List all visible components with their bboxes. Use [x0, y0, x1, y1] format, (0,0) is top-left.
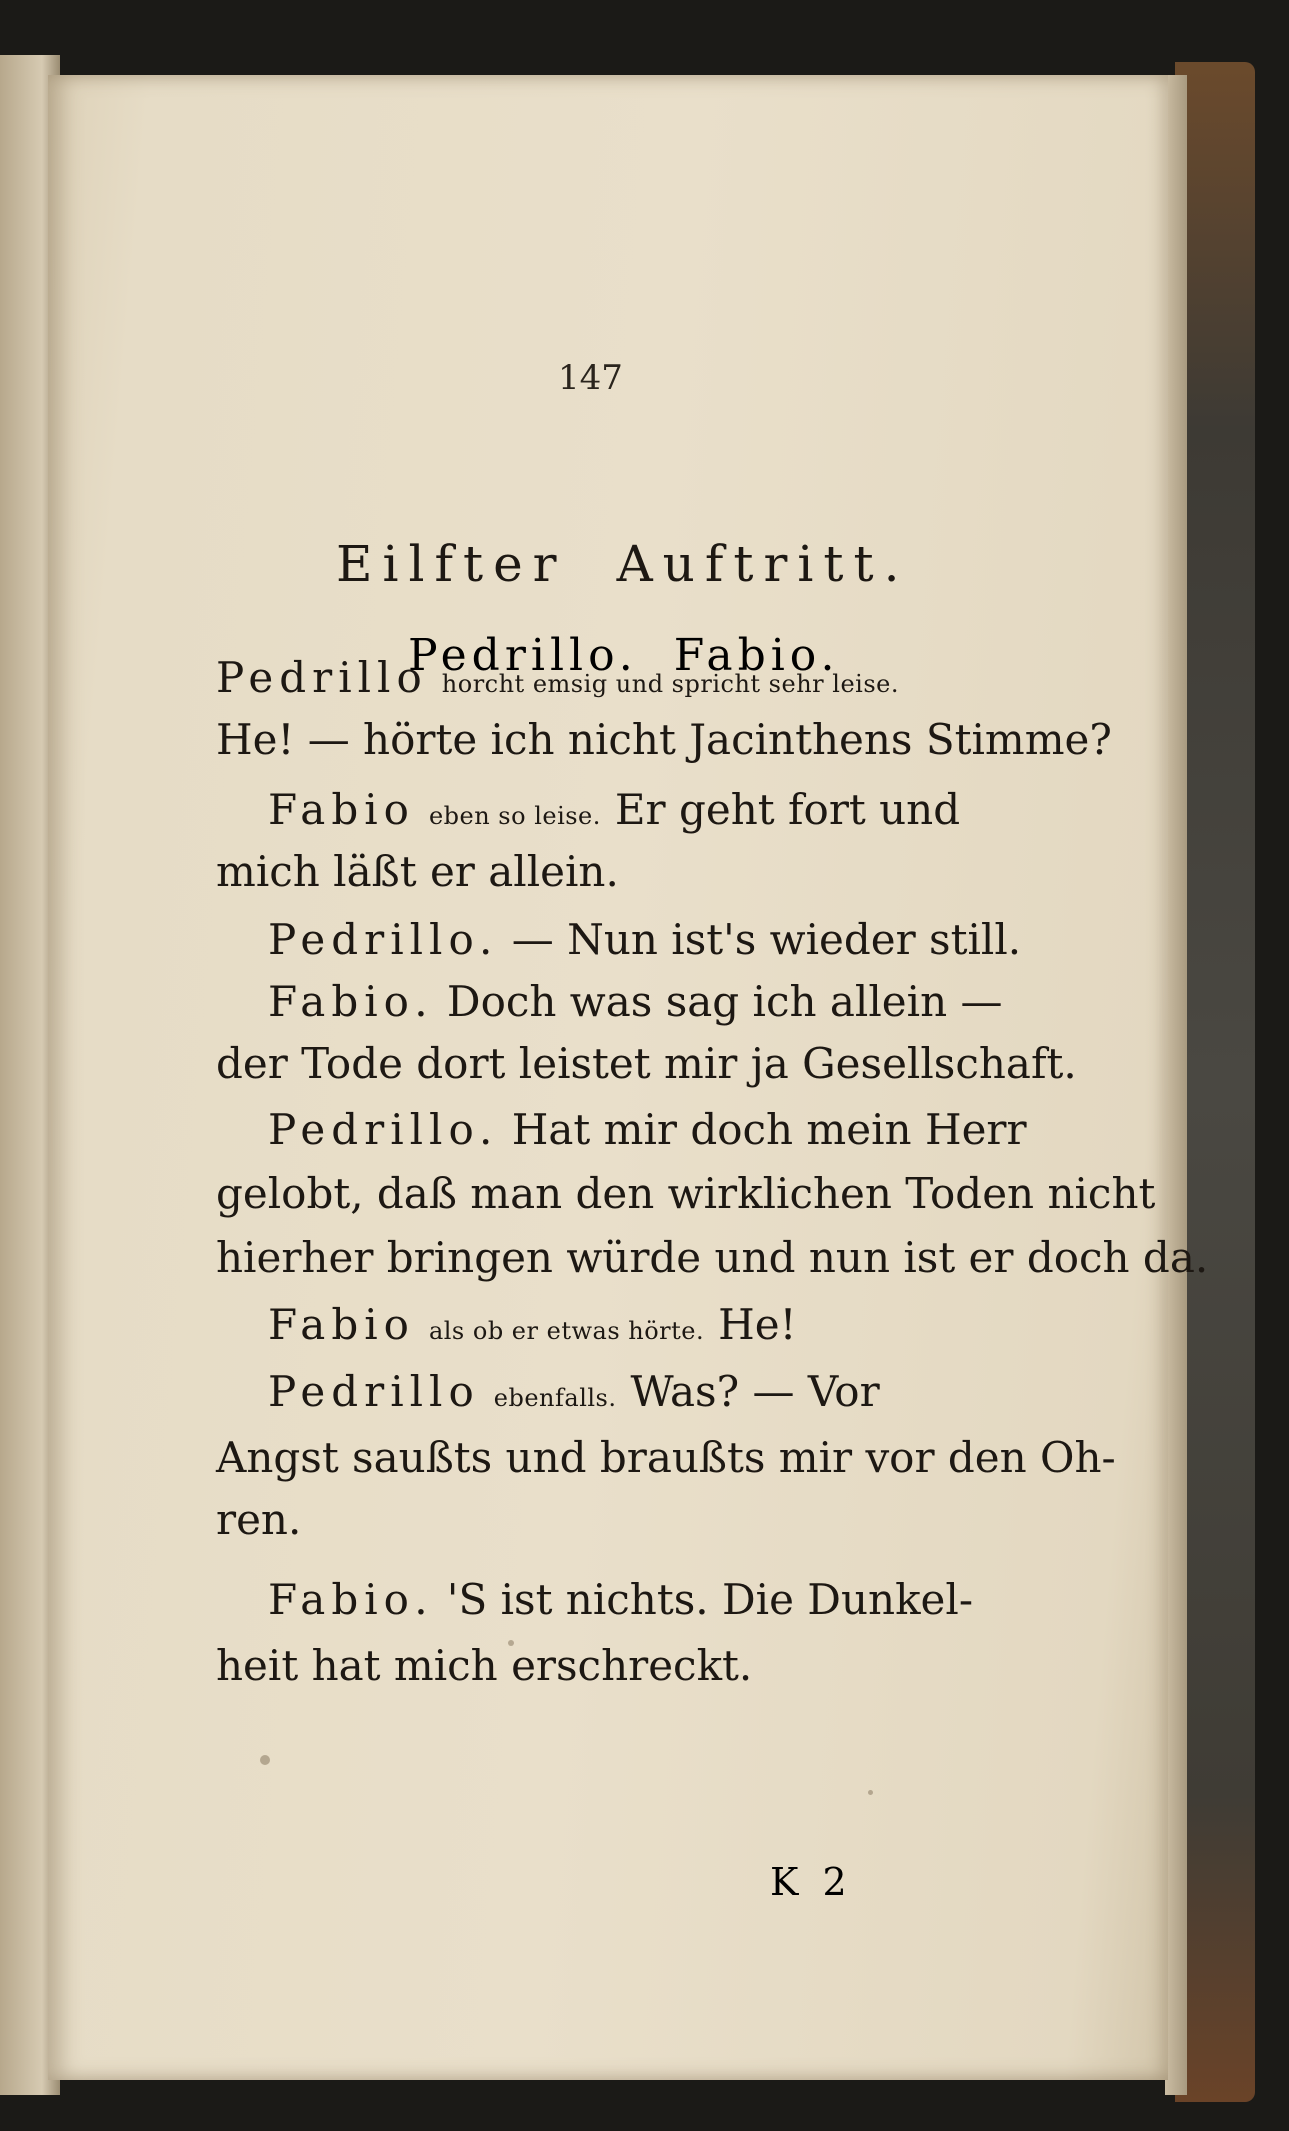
dialogue-line: heit hat mich erschreckt. — [216, 1641, 753, 1690]
paper-speck — [260, 1755, 270, 1765]
dialogue-line — [268, 1300, 797, 1349]
dialogue-line: He! — hörte ich nicht Jacinthens Stimme? — [216, 715, 1112, 764]
stage-direction: eben so leise. — [428, 802, 601, 830]
page-number: 147 — [558, 358, 623, 398]
stage-direction: horcht emsig und spricht sehr leise. — [441, 670, 899, 698]
dialogue-line: der Tode dort leistet mir ja Gesellschaft. — [216, 1039, 1077, 1088]
stage-direction: als ob er etwas hörte. — [428, 1317, 705, 1345]
paper-speck — [868, 1790, 873, 1795]
dialogue-line — [216, 653, 913, 702]
speaker-name: Fabio — [268, 785, 415, 834]
spoken-text: He! — [718, 1300, 797, 1349]
speaker-name: Pedrillo. — [268, 915, 499, 964]
dialogue-line — [268, 1367, 880, 1416]
signature-mark: K 2 — [770, 1860, 853, 1904]
dialogue-line: hierher bringen würde und nun ist er doch da. — [216, 1233, 1209, 1282]
speaker-name: Pedrillo — [216, 653, 428, 702]
speaker-name: Fabio — [268, 1300, 415, 1349]
cast-name: Pedrillo. — [408, 630, 638, 681]
spoken-text: Doch was sag ich allein — — [446, 977, 1003, 1026]
book-page — [48, 75, 1209, 2080]
cast-name: Fabio. — [673, 630, 840, 681]
speaker-name: Fabio. — [268, 977, 434, 1026]
heading-word: Eilfter — [336, 535, 567, 593]
spoken-text: Er geht fort und — [614, 785, 961, 834]
dialogue-line — [268, 977, 1002, 1026]
spoken-text: — Nun ist's wieder still. — [511, 915, 1022, 964]
spoken-text: 'S ist nichts. Die Dunkel- — [446, 1575, 974, 1624]
scene-heading — [336, 535, 909, 593]
dialogue-line: Angst saußts und braußts mir vor den Oh- — [216, 1433, 1116, 1482]
stage-direction: ebenfalls. — [493, 1384, 617, 1412]
book-cover — [1175, 62, 1255, 2102]
dialogue-line — [268, 1105, 1027, 1154]
page-block-edge — [1165, 75, 1187, 2095]
heading-word: Auftritt. — [616, 535, 910, 593]
spoken-text: Was? — Vor — [630, 1367, 880, 1416]
speaker-name: Pedrillo. — [268, 1105, 499, 1154]
dialogue-line — [268, 785, 960, 834]
dialogue-line: mich läßt er allein. — [216, 847, 619, 896]
speaker-name: Fabio. — [268, 1575, 434, 1624]
spoken-text: Hat mir doch mein Herr — [511, 1105, 1027, 1154]
dialogue-line: gelobt, daß man den wirklichen Toden nicht — [216, 1169, 1156, 1218]
dialogue-line — [268, 915, 1021, 964]
dialogue-line: ren. — [216, 1495, 302, 1544]
speaker-name: Pedrillo — [268, 1367, 480, 1416]
dialogue-line — [268, 1575, 973, 1624]
